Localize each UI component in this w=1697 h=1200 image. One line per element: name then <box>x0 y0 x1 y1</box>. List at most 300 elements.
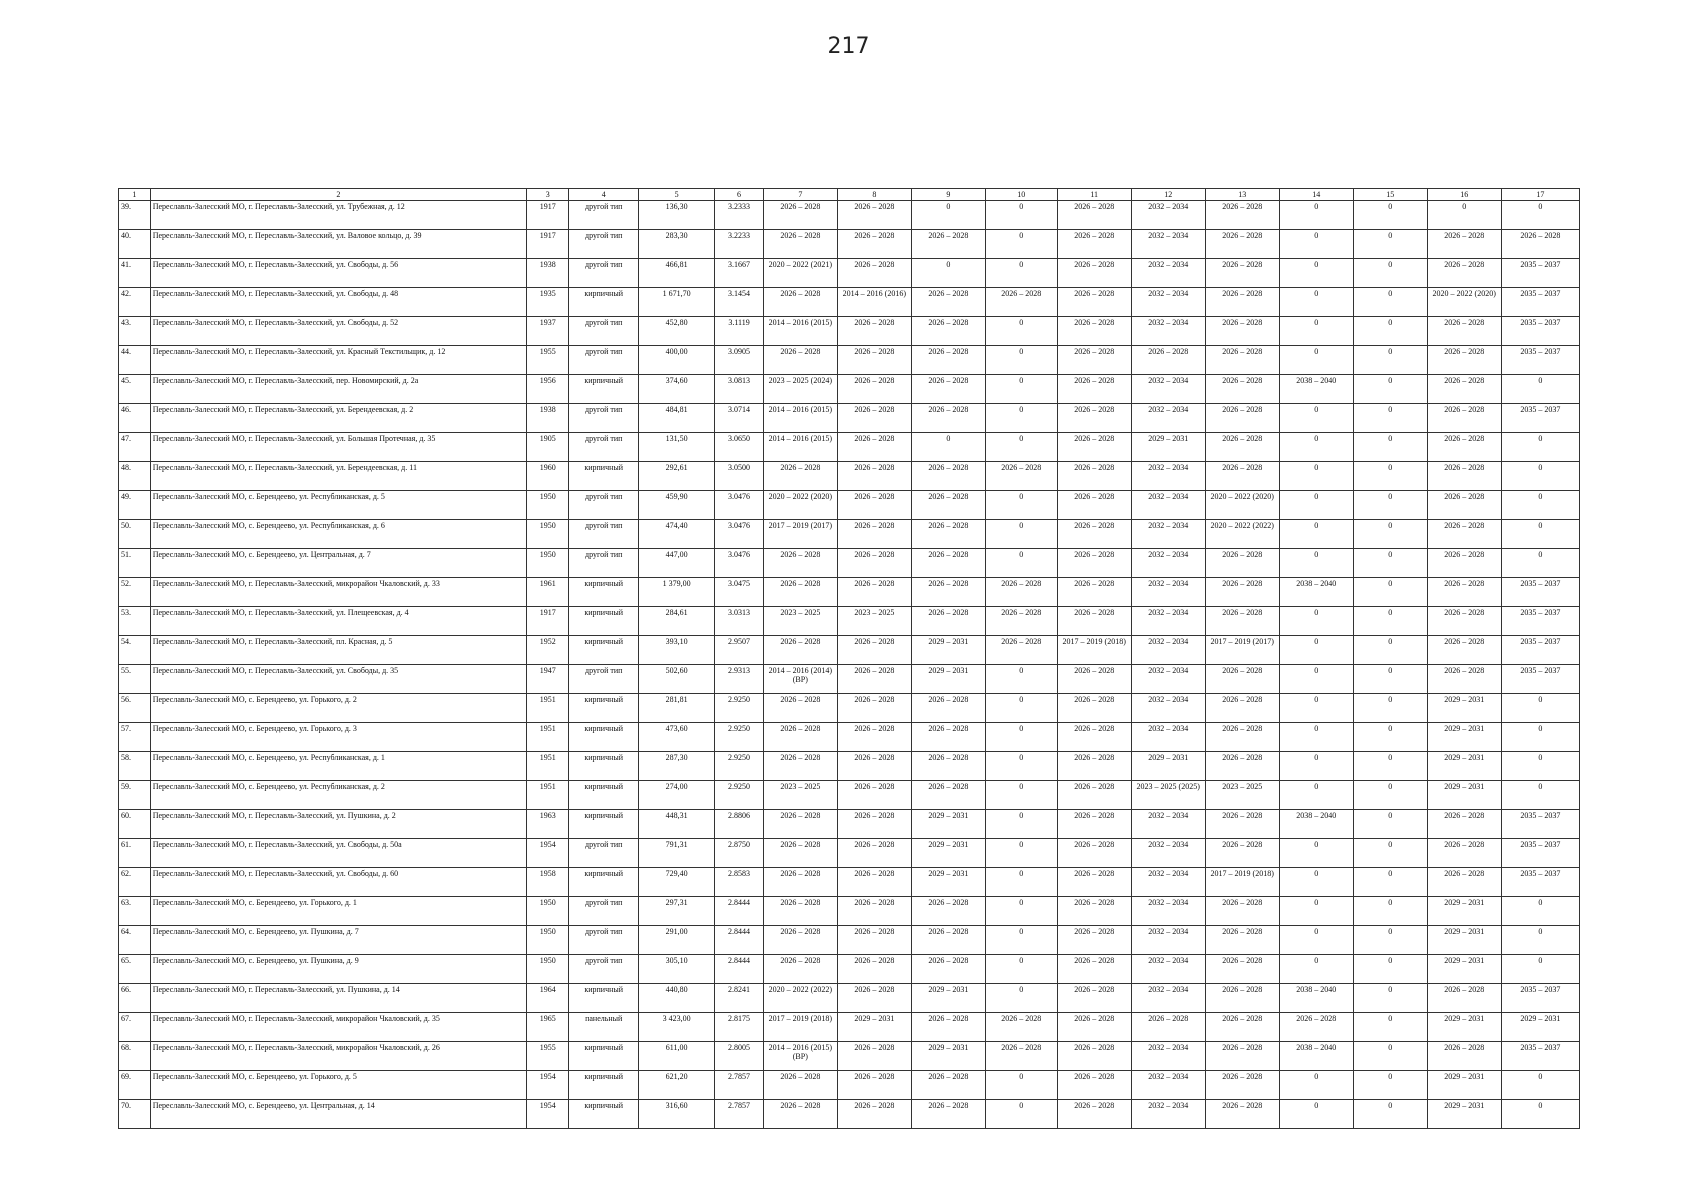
table-cell: 2026 – 2028 <box>911 346 985 375</box>
column-header: 10 <box>985 189 1057 201</box>
table-cell: 1954 <box>527 1071 569 1100</box>
row-number-cell: 54. <box>119 636 151 665</box>
table-cell: 2032 – 2034 <box>1131 984 1205 1013</box>
table-cell: 2014 – 2016 (2016) <box>837 288 911 317</box>
table-cell: 0 <box>1353 636 1427 665</box>
table-cell: 2026 – 2028 <box>1427 433 1501 462</box>
table-cell: 2026 – 2028 <box>1057 839 1131 868</box>
table-cell: 2029 – 2031 <box>1427 1013 1501 1042</box>
column-header: 16 <box>1427 189 1501 201</box>
table-cell: 2.8583 <box>715 868 764 897</box>
table-row <box>119 491 1580 520</box>
table-cell: 2026 – 2028 <box>911 230 985 259</box>
table-cell: 2020 – 2022 (2020) <box>1427 288 1501 317</box>
table-cell: 297,31 <box>639 897 715 926</box>
table-cell: 0 <box>1353 346 1427 375</box>
row-number-cell: 55. <box>119 665 151 694</box>
table-cell: кирпичный <box>569 868 639 897</box>
table-cell: 2026 – 2028 <box>837 636 911 665</box>
address-cell: Переславль-Залесский МО, г. Переславль-Залесский, пл. Красная, д. 5 <box>150 636 526 665</box>
table-cell: 3.0476 <box>715 520 764 549</box>
table-cell: 0 <box>1501 897 1579 926</box>
table-cell: 2029 – 2031 <box>1427 752 1501 781</box>
table-cell: 1917 <box>527 607 569 636</box>
table-cell: 2026 – 2028 <box>1205 549 1279 578</box>
table-cell: 2026 – 2028 <box>763 1100 837 1129</box>
table-cell: другой тип <box>569 259 639 288</box>
table-cell: 3.0650 <box>715 433 764 462</box>
table-cell: 2029 – 2031 <box>1427 781 1501 810</box>
table-cell: 2026 – 2028 <box>911 375 985 404</box>
table-cell: 0 <box>911 259 985 288</box>
table-cell: 3.0905 <box>715 346 764 375</box>
table-cell: 2026 – 2028 <box>1057 926 1131 955</box>
table-cell: 2026 – 2028 <box>837 868 911 897</box>
table-cell: 2026 – 2028 <box>1205 433 1279 462</box>
table-cell: 0 <box>1279 694 1353 723</box>
column-header: 12 <box>1131 189 1205 201</box>
table-cell: 3.2333 <box>715 201 764 230</box>
table-row <box>119 317 1580 346</box>
column-header: 17 <box>1501 189 1579 201</box>
table-cell: кирпичный <box>569 1100 639 1129</box>
address-cell: Переславль-Залесский МО, с. Берендеево, ул. Горького, д. 2 <box>150 694 526 723</box>
table-cell: 3.0476 <box>715 549 764 578</box>
table-row <box>119 984 1580 1013</box>
table-cell: другой тип <box>569 955 639 984</box>
table-cell: 2026 – 2028 <box>1427 549 1501 578</box>
table-cell: 1964 <box>527 984 569 1013</box>
table-cell: 2029 – 2031 <box>1427 694 1501 723</box>
table-cell: 2026 – 2028 <box>1057 1013 1131 1042</box>
table-cell: 2026 – 2028 <box>1057 259 1131 288</box>
table-cell: 2026 – 2028 <box>837 491 911 520</box>
table-row <box>119 926 1580 955</box>
table-cell: 2014 – 2016 (2014) (ВР) <box>763 665 837 694</box>
table-cell: 2023 – 2025 <box>837 607 911 636</box>
table-row <box>119 346 1580 375</box>
column-header: 14 <box>1279 189 1353 201</box>
row-number-cell: 43. <box>119 317 151 346</box>
table-cell: 2026 – 2028 <box>1057 578 1131 607</box>
column-header: 13 <box>1205 189 1279 201</box>
table-cell: другой тип <box>569 201 639 230</box>
table-cell: 2035 – 2037 <box>1501 984 1579 1013</box>
table-cell: 0 <box>985 404 1057 433</box>
table-cell: 2026 – 2028 <box>1205 752 1279 781</box>
table-cell: 0 <box>1353 1100 1427 1129</box>
table-row <box>119 839 1580 868</box>
table-row <box>119 781 1580 810</box>
table-cell: 2026 – 2028 <box>911 520 985 549</box>
table-cell: 0 <box>1353 1013 1427 1042</box>
table-cell: 0 <box>1353 404 1427 433</box>
table-cell: 2026 – 2028 <box>1057 404 1131 433</box>
table-cell: 2017 – 2019 (2017) <box>763 520 837 549</box>
table-cell: 2026 – 2028 <box>837 723 911 752</box>
table-cell: 2026 – 2028 <box>1057 230 1131 259</box>
table-cell: 0 <box>1353 433 1427 462</box>
table-cell: 0 <box>1501 926 1579 955</box>
table-cell: 611,00 <box>639 1042 715 1071</box>
table-cell: 2032 – 2034 <box>1131 578 1205 607</box>
table-cell: 2026 – 2028 <box>1205 230 1279 259</box>
table-cell: 2.7857 <box>715 1100 764 1129</box>
row-number-cell: 51. <box>119 549 151 578</box>
table-cell: 2026 – 2028 <box>837 201 911 230</box>
table-cell: 2026 – 2028 <box>1427 1042 1501 1071</box>
table-cell: 1938 <box>527 259 569 288</box>
table-cell: 2026 – 2028 <box>911 1013 985 1042</box>
table-cell: 2026 – 2028 <box>837 1100 911 1129</box>
table-cell: кирпичный <box>569 1042 639 1071</box>
table-cell: 2026 – 2028 <box>1131 346 1205 375</box>
address-cell: Переславль-Залесский МО, г. Переславль-Залесский, ул. Трубежная, д. 12 <box>150 201 526 230</box>
table-cell: 484,81 <box>639 404 715 433</box>
table-cell: 0 <box>985 897 1057 926</box>
table-cell: 2026 – 2028 <box>985 636 1057 665</box>
table-cell: 2020 – 2022 (2020) <box>1205 491 1279 520</box>
table-cell: 2.8444 <box>715 955 764 984</box>
table-cell: 2026 – 2028 <box>1427 984 1501 1013</box>
table-cell: 2029 – 2031 <box>911 665 985 694</box>
address-cell: Переславль-Залесский МО, с. Берендеево, ул. Республиканская, д. 5 <box>150 491 526 520</box>
table-cell: 452,80 <box>639 317 715 346</box>
table-cell: 2026 – 2028 <box>911 1071 985 1100</box>
table-cell: 0 <box>1501 781 1579 810</box>
row-number-cell: 49. <box>119 491 151 520</box>
table-cell: 2026 – 2028 <box>1427 317 1501 346</box>
table-cell: 2035 – 2037 <box>1501 578 1579 607</box>
table-cell: кирпичный <box>569 984 639 1013</box>
table-cell: 2.8750 <box>715 839 764 868</box>
address-cell: Переславль-Залесский МО, с. Берендеево, ул. Пушкина, д. 9 <box>150 955 526 984</box>
table-cell: 0 <box>1501 752 1579 781</box>
row-number-cell: 42. <box>119 288 151 317</box>
table-cell: 287,30 <box>639 752 715 781</box>
table-cell: 3.1667 <box>715 259 764 288</box>
table-cell: 2026 – 2028 <box>1057 694 1131 723</box>
table-cell: 2026 – 2028 <box>1205 317 1279 346</box>
table-cell: 0 <box>1501 462 1579 491</box>
table-cell: 2026 – 2028 <box>1427 259 1501 288</box>
table-cell: 0 <box>985 1100 1057 1129</box>
row-number-cell: 50. <box>119 520 151 549</box>
row-number-cell: 62. <box>119 868 151 897</box>
table-cell: 2029 – 2031 <box>1427 897 1501 926</box>
table-cell: 2026 – 2028 <box>1131 1013 1205 1042</box>
table-cell: 2026 – 2028 <box>763 723 837 752</box>
table-cell: 2017 – 2019 (2018) <box>1057 636 1131 665</box>
address-cell: Переславль-Залесский МО, г. Переславль-Залесский, микрорайон Чкаловский, д. 33 <box>150 578 526 607</box>
table-cell: 2017 – 2019 (2018) <box>1205 868 1279 897</box>
table-cell: 2026 – 2028 <box>1427 607 1501 636</box>
table-cell: 2026 – 2028 <box>837 752 911 781</box>
table-cell: 283,30 <box>639 230 715 259</box>
table-cell: 2035 – 2037 <box>1501 665 1579 694</box>
table-cell: 0 <box>985 665 1057 694</box>
table-cell: 2029 – 2031 <box>1427 955 1501 984</box>
table-cell: 2026 – 2028 <box>1205 810 1279 839</box>
table-cell: 2032 – 2034 <box>1131 520 1205 549</box>
address-cell: Переславль-Залесский МО, с. Берендеево, ул. Пушкина, д. 7 <box>150 926 526 955</box>
table-cell: 2026 – 2028 <box>911 462 985 491</box>
table-cell: кирпичный <box>569 578 639 607</box>
table-cell: 0 <box>985 201 1057 230</box>
row-number-cell: 67. <box>119 1013 151 1042</box>
row-number-cell: 41. <box>119 259 151 288</box>
table-cell: 2026 – 2028 <box>763 346 837 375</box>
table-cell: 0 <box>1353 723 1427 752</box>
table-cell: 0 <box>1279 549 1353 578</box>
address-cell: Переславль-Залесский МО, с. Берендеево, ул. Республиканская, д. 2 <box>150 781 526 810</box>
table-cell: 2026 – 2028 <box>837 317 911 346</box>
table-cell: 791,31 <box>639 839 715 868</box>
table-cell: 2026 – 2028 <box>1205 259 1279 288</box>
table-cell: 2026 – 2028 <box>1057 810 1131 839</box>
row-number-cell: 46. <box>119 404 151 433</box>
table-cell: 2.8175 <box>715 1013 764 1042</box>
table-cell: 2026 – 2028 <box>1427 462 1501 491</box>
table-cell: 2026 – 2028 <box>911 955 985 984</box>
table-cell: 0 <box>1353 810 1427 839</box>
table-cell: 0 <box>985 317 1057 346</box>
table-cell: 2026 – 2028 <box>911 752 985 781</box>
table-cell: 284,61 <box>639 607 715 636</box>
table-cell: 0 <box>985 549 1057 578</box>
table-row <box>119 1100 1580 1129</box>
table-cell: 0 <box>1279 839 1353 868</box>
table-cell: 2032 – 2034 <box>1131 839 1205 868</box>
table-row <box>119 636 1580 665</box>
table-cell: 0 <box>1501 723 1579 752</box>
header-row <box>119 189 1580 201</box>
table-cell: 0 <box>911 433 985 462</box>
table-cell: 2026 – 2028 <box>837 926 911 955</box>
table-row <box>119 897 1580 926</box>
table-cell: 0 <box>1279 433 1353 462</box>
table-cell: 316,60 <box>639 1100 715 1129</box>
table-cell: 2029 – 2031 <box>911 1042 985 1071</box>
table-cell: 2032 – 2034 <box>1131 665 1205 694</box>
table-row <box>119 1042 1580 1071</box>
table-cell: 2026 – 2028 <box>763 868 837 897</box>
table-cell: 1937 <box>527 317 569 346</box>
table-cell: 0 <box>1501 1100 1579 1129</box>
table-cell: 2029 – 2031 <box>911 636 985 665</box>
table-cell: 2026 – 2028 <box>1057 781 1131 810</box>
table-cell: 131,50 <box>639 433 715 462</box>
table-cell: 0 <box>985 259 1057 288</box>
table-cell: 2.9313 <box>715 665 764 694</box>
table-cell: 2026 – 2028 <box>837 549 911 578</box>
row-number-cell: 64. <box>119 926 151 955</box>
table-cell: 0 <box>985 926 1057 955</box>
table-cell: 2026 – 2028 <box>1279 1013 1353 1042</box>
row-number-cell: 70. <box>119 1100 151 1129</box>
row-number-cell: 56. <box>119 694 151 723</box>
table-cell: 2.8444 <box>715 926 764 955</box>
table-cell: 2026 – 2028 <box>1057 723 1131 752</box>
row-number-cell: 40. <box>119 230 151 259</box>
address-cell: Переславль-Залесский МО, г. Переславль-Залесский, ул. Свободы, д. 35 <box>150 665 526 694</box>
table-cell: 2026 – 2028 <box>837 897 911 926</box>
table-cell: другой тип <box>569 549 639 578</box>
table-cell: 2032 – 2034 <box>1131 317 1205 346</box>
table-cell: 2017 – 2019 (2017) <box>1205 636 1279 665</box>
table-cell: 2014 – 2016 (2015) <box>763 404 837 433</box>
table-cell: 1 671,70 <box>639 288 715 317</box>
table-cell: 2026 – 2028 <box>1205 1013 1279 1042</box>
table-cell: 393,10 <box>639 636 715 665</box>
column-header: 15 <box>1353 189 1427 201</box>
table-cell: 2026 – 2028 <box>911 578 985 607</box>
table-cell: 1935 <box>527 288 569 317</box>
table-cell: 2020 – 2022 (2020) <box>763 491 837 520</box>
row-number-cell: 63. <box>119 897 151 926</box>
table-row <box>119 230 1580 259</box>
table-cell: кирпичный <box>569 810 639 839</box>
table-cell: 1954 <box>527 839 569 868</box>
table-cell: 0 <box>1353 1071 1427 1100</box>
address-cell: Переславль-Залесский МО, с. Берендеево, ул. Центральная, д. 7 <box>150 549 526 578</box>
row-number-cell: 57. <box>119 723 151 752</box>
table-cell: 2026 – 2028 <box>1427 868 1501 897</box>
table-cell: 0 <box>1279 462 1353 491</box>
table-cell: 2032 – 2034 <box>1131 636 1205 665</box>
table-cell: 3.0476 <box>715 491 764 520</box>
table-cell: 2026 – 2028 <box>985 607 1057 636</box>
table-cell: 466,81 <box>639 259 715 288</box>
table-cell: кирпичный <box>569 752 639 781</box>
table-cell: 0 <box>985 810 1057 839</box>
table-cell: 1955 <box>527 1042 569 1071</box>
table-cell: 2026 – 2028 <box>911 404 985 433</box>
table-cell: 1952 <box>527 636 569 665</box>
table-cell: 2032 – 2034 <box>1131 868 1205 897</box>
table-cell: 2026 – 2028 <box>763 230 837 259</box>
table-cell: другой тип <box>569 926 639 955</box>
table-cell: 2020 – 2022 (2022) <box>1205 520 1279 549</box>
table-cell: 0 <box>985 346 1057 375</box>
table-cell: 2026 – 2028 <box>911 317 985 346</box>
table-cell: другой тип <box>569 433 639 462</box>
table-cell: 374,60 <box>639 375 715 404</box>
table-cell: 1963 <box>527 810 569 839</box>
table-cell: 2026 – 2028 <box>837 839 911 868</box>
table-cell: 3 423,00 <box>639 1013 715 1042</box>
address-cell: Переславль-Залесский МО, г. Переславль-Залесский, пер. Новомирский, д. 2а <box>150 375 526 404</box>
table-cell: 2026 – 2028 <box>1427 520 1501 549</box>
table-cell: 0 <box>1279 607 1353 636</box>
table-cell: другой тип <box>569 404 639 433</box>
table-cell: 0 <box>1501 520 1579 549</box>
table-cell: 1950 <box>527 491 569 520</box>
address-cell: Переславль-Залесский МО, с. Берендеево, ул. Горького, д. 3 <box>150 723 526 752</box>
table-cell: 621,20 <box>639 1071 715 1100</box>
table-cell: 2026 – 2028 <box>911 723 985 752</box>
table-cell: 2.7857 <box>715 1071 764 1100</box>
table-cell: 2026 – 2028 <box>1057 201 1131 230</box>
table-cell: 0 <box>1279 1100 1353 1129</box>
table-cell: кирпичный <box>569 636 639 665</box>
table-cell: 0 <box>1353 752 1427 781</box>
table-cell: 0 <box>1353 694 1427 723</box>
table-cell: 0 <box>1353 491 1427 520</box>
table-cell: кирпичный <box>569 1071 639 1100</box>
table-cell: 0 <box>1279 781 1353 810</box>
page-number: 217 <box>827 34 870 59</box>
column-header: 2 <box>150 189 526 201</box>
table-row <box>119 549 1580 578</box>
table-cell: 2038 – 2040 <box>1279 984 1353 1013</box>
table-cell: 2023 – 2025 (2025) <box>1131 781 1205 810</box>
column-header: 11 <box>1057 189 1131 201</box>
table-cell: 0 <box>1353 665 1427 694</box>
table-cell: 1 379,00 <box>639 578 715 607</box>
table-cell: 2026 – 2028 <box>837 694 911 723</box>
table-cell: 2026 – 2028 <box>1205 897 1279 926</box>
table-cell: 2029 – 2031 <box>911 868 985 897</box>
table-cell: 2026 – 2028 <box>1205 665 1279 694</box>
table-cell: 2.9250 <box>715 781 764 810</box>
table-cell: 2026 – 2028 <box>911 926 985 955</box>
table-cell: 0 <box>1279 520 1353 549</box>
table-cell: 1951 <box>527 694 569 723</box>
table-cell: 0 <box>1279 201 1353 230</box>
table-cell: 2023 – 2025 <box>763 607 837 636</box>
table-cell: другой тип <box>569 346 639 375</box>
table-cell: 0 <box>1279 752 1353 781</box>
table-cell: 2026 – 2028 <box>1205 955 1279 984</box>
table-row <box>119 752 1580 781</box>
table-cell: 2026 – 2028 <box>837 781 911 810</box>
table-cell: 2035 – 2037 <box>1501 607 1579 636</box>
table-cell: другой тип <box>569 491 639 520</box>
table-cell: 0 <box>1279 723 1353 752</box>
table-cell: 2026 – 2028 <box>911 288 985 317</box>
table-cell: 0 <box>1279 926 1353 955</box>
table-cell: 2032 – 2034 <box>1131 1071 1205 1100</box>
table-cell: 0 <box>1279 955 1353 984</box>
data-table-wrapper <box>118 188 1580 1129</box>
table-cell: 1905 <box>527 433 569 462</box>
table-cell: 2026 – 2028 <box>1427 491 1501 520</box>
table-cell: 0 <box>985 491 1057 520</box>
table-cell: 3.0714 <box>715 404 764 433</box>
table-cell: 2026 – 2028 <box>1057 317 1131 346</box>
address-cell: Переславль-Залесский МО, г. Переславль-Залесский, микрорайон Чкаловский, д. 26 <box>150 1042 526 1071</box>
table-cell: 2026 – 2028 <box>1427 839 1501 868</box>
table-cell: 0 <box>1353 317 1427 346</box>
table-cell: 2026 – 2028 <box>1427 810 1501 839</box>
table-cell: 0 <box>985 694 1057 723</box>
table-cell: другой тип <box>569 839 639 868</box>
table-cell: 1950 <box>527 897 569 926</box>
table-cell: 0 <box>985 230 1057 259</box>
table-cell: 2029 – 2031 <box>1501 1013 1579 1042</box>
table-cell: другой тип <box>569 230 639 259</box>
row-number-cell: 53. <box>119 607 151 636</box>
table-cell: 2029 – 2031 <box>1427 926 1501 955</box>
table-cell: 0 <box>1353 230 1427 259</box>
table-cell: 2.9250 <box>715 694 764 723</box>
table-cell: 2026 – 2028 <box>911 694 985 723</box>
table-cell: 2026 – 2028 <box>1205 1100 1279 1129</box>
table-cell: 2026 – 2028 <box>1057 375 1131 404</box>
table-cell: 2029 – 2031 <box>1427 1100 1501 1129</box>
table-cell: 2026 – 2028 <box>837 578 911 607</box>
